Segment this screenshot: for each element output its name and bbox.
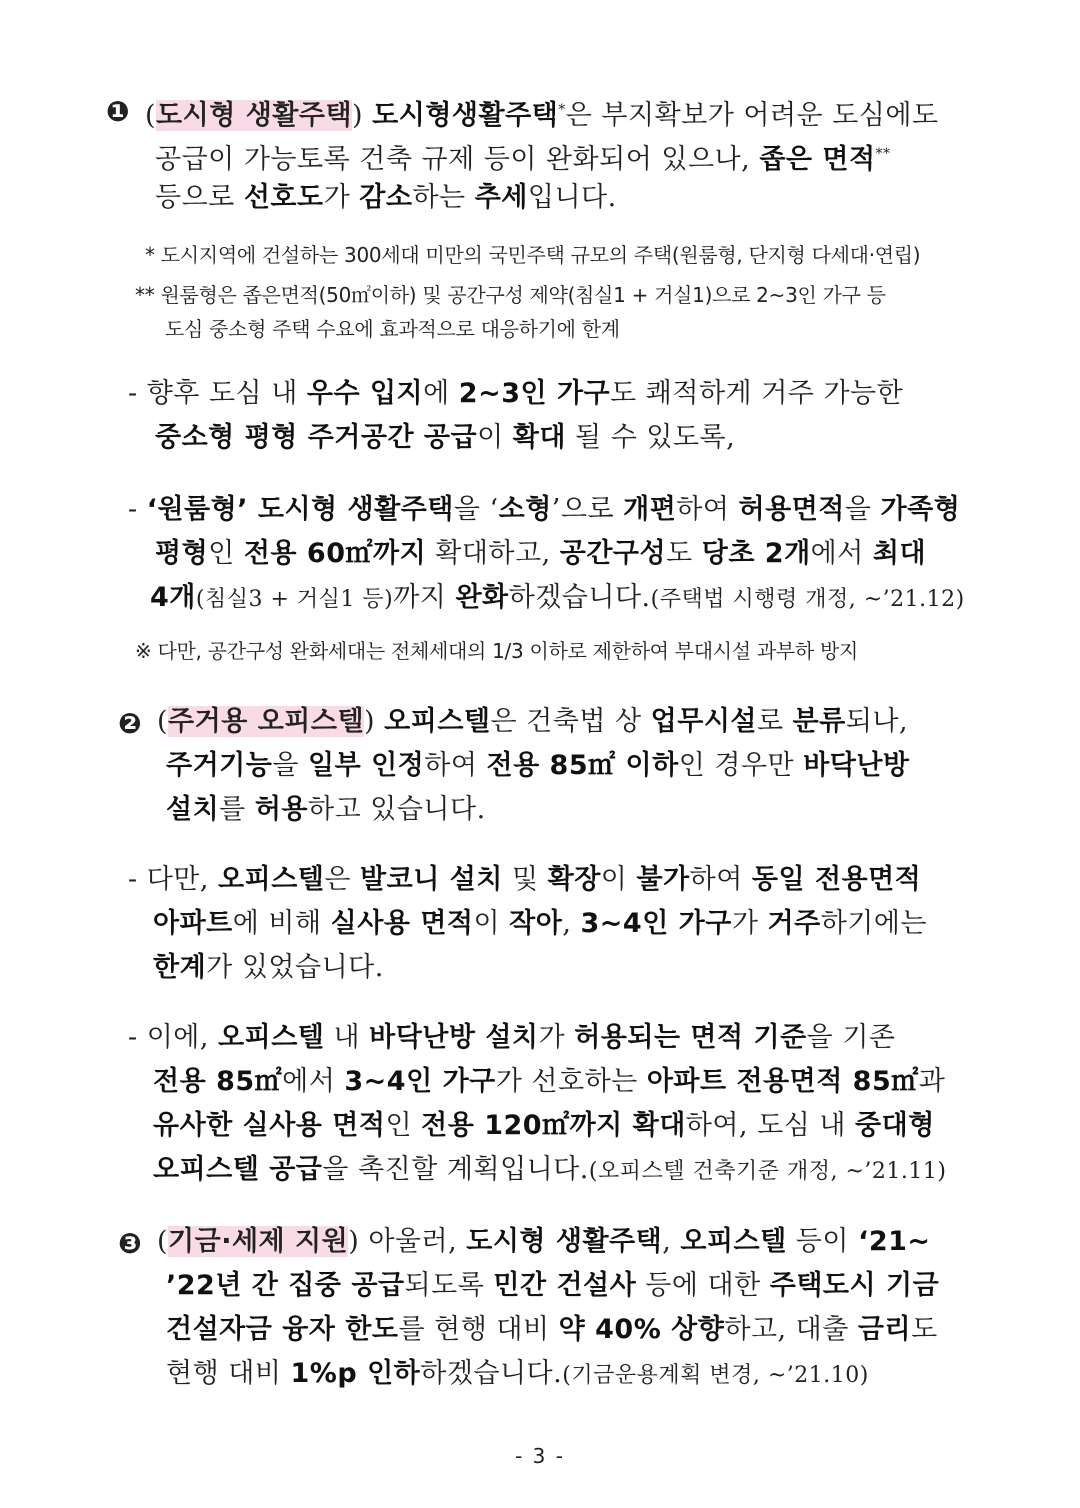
emphasis-text: 주거기능 bbox=[166, 750, 273, 781]
body-text: 공급이 가능토록 건축 규제 등이 완화되어 있으나, bbox=[155, 144, 760, 175]
body-text: - 향후 도심 내 bbox=[128, 378, 307, 409]
emphasis-text: 감소 bbox=[359, 182, 413, 213]
emphasis-text: 최대 bbox=[872, 538, 927, 569]
emphasis-text: 불가 bbox=[636, 864, 690, 895]
bullet-line bbox=[128, 1020, 896, 1056]
body-text: * bbox=[558, 102, 566, 118]
emphasis-text: 건설자금 융자 한도 bbox=[166, 1314, 399, 1345]
body-text: 하고, 대출 bbox=[724, 1314, 858, 1345]
bullet-line bbox=[150, 580, 965, 618]
emphasis-text: 전용 120㎡까지 확대 bbox=[421, 1110, 686, 1141]
emphasis-text: 주택도시 기금 bbox=[769, 1270, 940, 1301]
body-text: - bbox=[128, 494, 147, 525]
bullet-line bbox=[153, 1108, 935, 1144]
body-text: 입니다. bbox=[527, 182, 617, 213]
emphasis-text: 1%p 인하 bbox=[290, 1358, 421, 1389]
body-text: 등으로 bbox=[155, 182, 244, 213]
bullet-line bbox=[153, 1064, 945, 1100]
emphasis-text: 유사한 실사용 면적 bbox=[153, 1110, 386, 1141]
body-text: 인 bbox=[208, 538, 244, 569]
body-text: ’으로 bbox=[551, 494, 624, 525]
body-text: 하여 bbox=[424, 750, 487, 781]
section1-line bbox=[155, 180, 617, 216]
body-text: ) 아울러, bbox=[348, 1226, 467, 1257]
emphasis-text: 바닥난방 bbox=[803, 750, 910, 781]
body-text: 을 ‘ bbox=[453, 494, 499, 525]
emphasis-text: 실사용 면적 bbox=[330, 908, 474, 939]
emphasis-text: 확장 bbox=[547, 864, 601, 895]
body-text: 하기에는 bbox=[820, 908, 928, 939]
section1-line bbox=[155, 136, 891, 178]
emphasis-text: 오피스텔 bbox=[218, 864, 325, 895]
body-text: ** bbox=[875, 146, 891, 162]
bullet-line bbox=[153, 1152, 946, 1190]
emphasis-text: 오피스텔 bbox=[218, 1022, 325, 1053]
body-text: 등에 대한 bbox=[636, 1270, 770, 1301]
body-text: 내 bbox=[324, 1022, 370, 1053]
body-text: 가 bbox=[538, 1022, 575, 1053]
body-text: 인 경우만 bbox=[678, 750, 804, 781]
body-text: 을 bbox=[844, 494, 881, 525]
emphasis-text: 개편 bbox=[623, 494, 677, 525]
body-text: 을 기존 bbox=[806, 1022, 896, 1053]
section2-line bbox=[157, 704, 908, 740]
body-text: ( bbox=[157, 706, 169, 737]
body-text: 에서 bbox=[282, 1066, 345, 1097]
emphasis-text: 한계 bbox=[153, 952, 207, 983]
bullet-line bbox=[155, 420, 735, 456]
emphasis-text: 발코니 설치 bbox=[360, 864, 503, 895]
body-text: 에서 bbox=[810, 538, 873, 569]
emphasis-text: 업무시설 bbox=[650, 706, 757, 737]
footnote: ** 원룸형은 좁은면적(50㎡이하) 및 공간구성 제약(침실1 + 거실1)으로 2~3인 가구 등 bbox=[135, 283, 886, 307]
body-text: 로 bbox=[756, 706, 793, 737]
bullet-line bbox=[128, 376, 903, 412]
section3-line bbox=[166, 1356, 869, 1394]
body-text: 되나, bbox=[845, 706, 909, 737]
emphasis-text: 전용 85㎡ bbox=[153, 1066, 283, 1097]
page-number: - 3 - bbox=[515, 1444, 565, 1468]
body-text: 를 현행 대비 bbox=[398, 1314, 559, 1345]
body-text: - 이에, bbox=[128, 1022, 219, 1053]
body-text: 하고 있습니다. bbox=[308, 794, 486, 825]
emphasis-text: 2~3인 가구 bbox=[458, 378, 611, 409]
body-text: 은 건축법 상 bbox=[490, 706, 651, 737]
emphasis-text: ‘21~ bbox=[858, 1226, 931, 1257]
highlighted-heading: 도시형 생활주택 bbox=[156, 100, 353, 131]
emphasis-text: 작아 bbox=[509, 908, 563, 939]
emphasis-text: 설치 bbox=[166, 794, 220, 825]
body-text: 이 bbox=[477, 422, 513, 453]
emphasis-text: 좁은 면적 bbox=[759, 144, 876, 175]
highlighted-heading: 기금·세제 지원 bbox=[168, 1226, 349, 1257]
body-text: 에 bbox=[423, 378, 459, 409]
emphasis-text: 추세 bbox=[474, 182, 528, 213]
section2-marker: ❷ bbox=[118, 707, 143, 740]
body-text: 가 있었습니다. bbox=[206, 952, 384, 983]
body-text: ( bbox=[145, 100, 157, 131]
body-text: 하여, 도심 내 bbox=[685, 1110, 856, 1141]
section3-line bbox=[157, 1224, 931, 1260]
emphasis-text: 선호도 bbox=[243, 182, 324, 213]
body-text: 확대하고, bbox=[426, 538, 560, 569]
emphasis-text: 일부 인정 bbox=[308, 750, 425, 781]
citation-text: (침실3 + 거실1 등) bbox=[195, 587, 394, 612]
emphasis-text: 금리 bbox=[857, 1314, 912, 1345]
body-text: 까지 bbox=[393, 582, 456, 613]
highlighted-heading: 주거용 오피스텔 bbox=[168, 706, 365, 737]
emphasis-text: 평형 bbox=[155, 538, 209, 569]
body-text: 하여 bbox=[689, 864, 752, 895]
footnote: * 도시지역에 건설하는 300세대 미만의 국민주택 규모의 주택(원룸형, 단지형 다세대·연립) bbox=[145, 243, 921, 267]
section3-line bbox=[166, 1312, 938, 1348]
body-text: 될 수 있도록, bbox=[565, 422, 736, 453]
emphasis-text: 아파트 전용면적 85㎡ bbox=[646, 1066, 919, 1097]
bullet-line bbox=[155, 536, 926, 572]
footnote: 도심 중소형 주택 수요에 효과적으로 대응하기에 한계 bbox=[165, 317, 620, 341]
emphasis-text: 중소형 평형 주거공간 공급 bbox=[155, 422, 478, 453]
body-text: ( bbox=[157, 1226, 169, 1257]
body-text: 을 bbox=[272, 750, 308, 781]
body-text: 를 bbox=[219, 794, 255, 825]
emphasis-text: 가족형 bbox=[880, 494, 961, 525]
emphasis-text: ‘원룸형’ 도시형 생활주택 bbox=[146, 494, 454, 525]
emphasis-text: 당초 2개 bbox=[701, 538, 811, 569]
emphasis-text: 공간구성 bbox=[559, 538, 667, 569]
emphasis-text: 4개 bbox=[150, 582, 196, 613]
emphasis-text: 바닥난방 설치 bbox=[369, 1022, 539, 1053]
body-text: 이 bbox=[600, 864, 637, 895]
bullet-line bbox=[128, 492, 960, 528]
body-text: 이 bbox=[473, 908, 510, 939]
body-text: 현행 대비 bbox=[166, 1358, 291, 1389]
emphasis-text: 오피스텔 bbox=[384, 706, 491, 737]
section1-line bbox=[145, 92, 939, 134]
body-text: 에 비해 bbox=[232, 908, 331, 939]
bullet-line bbox=[153, 906, 927, 942]
section3-marker: ❸ bbox=[118, 1227, 143, 1260]
body-text: 도 bbox=[666, 538, 702, 569]
section2-line bbox=[166, 792, 486, 828]
emphasis-text: 도시형생활주택 bbox=[372, 100, 559, 131]
emphasis-text: 분류 bbox=[792, 706, 846, 737]
emphasis-text: 민간 건설사 bbox=[493, 1270, 637, 1301]
emphasis-text: 확대 bbox=[512, 422, 566, 453]
section2-line bbox=[166, 748, 910, 784]
emphasis-text: 오피스텔 공급 bbox=[153, 1154, 323, 1185]
body-text: , bbox=[662, 1226, 681, 1257]
emphasis-text: ’22년 간 집중 공급 bbox=[166, 1270, 405, 1301]
emphasis-text: 허용면적 bbox=[738, 494, 845, 525]
body-text: 과 bbox=[918, 1066, 946, 1097]
body-text: 하여 bbox=[676, 494, 739, 525]
emphasis-text: 완화 bbox=[455, 582, 509, 613]
section1-marker: ❶ bbox=[106, 95, 131, 128]
emphasis-text: 오피스텔 bbox=[680, 1226, 787, 1257]
reference-note: ※ 다만, 공간구성 완화세대는 전체세대의 1/3 이하로 제한하여 부대시설 과부하 방지 bbox=[135, 639, 859, 663]
section3-line bbox=[166, 1268, 939, 1304]
bullet-line bbox=[153, 950, 384, 986]
body-text: 가 bbox=[731, 908, 768, 939]
body-text: 등이 bbox=[786, 1226, 859, 1257]
emphasis-text: 3~4인 가구 bbox=[344, 1066, 496, 1097]
body-text: 하겠습니다. bbox=[508, 582, 651, 613]
emphasis-text: 약 40% 상향 bbox=[558, 1314, 725, 1345]
body-text: 가 bbox=[323, 182, 360, 213]
emphasis-text: 허용되는 면적 기준 bbox=[574, 1022, 807, 1053]
body-text: ) bbox=[352, 100, 373, 131]
emphasis-text: 우수 입지 bbox=[306, 378, 424, 409]
emphasis-text: 전용 85㎡ 이하 bbox=[486, 750, 679, 781]
body-text: 인 bbox=[385, 1110, 422, 1141]
body-text: 은 부지확보가 어려운 도심에도 bbox=[565, 100, 939, 131]
body-text: 및 bbox=[502, 864, 548, 895]
emphasis-text: 중대형 bbox=[855, 1110, 935, 1141]
emphasis-text: 소형 bbox=[498, 494, 552, 525]
body-text: - 다만, bbox=[128, 864, 219, 895]
body-text: 하는 bbox=[412, 182, 475, 213]
body-text: ) bbox=[364, 706, 385, 737]
citation-text: (주택법 시행령 개정, ~’21.12) bbox=[650, 587, 965, 612]
emphasis-text: 아파트 bbox=[153, 908, 233, 939]
emphasis-text: 동일 전용면적 bbox=[751, 864, 922, 895]
body-text: , bbox=[562, 908, 581, 939]
body-text: 가 선호하는 bbox=[495, 1066, 647, 1097]
emphasis-text: 전용 60㎡까지 bbox=[243, 538, 427, 569]
body-text: 하겠습니다. bbox=[420, 1358, 563, 1389]
body-text: 은 bbox=[324, 864, 361, 895]
emphasis-text: 3~4인 가구 bbox=[580, 908, 732, 939]
citation-text: (오피스텔 건축기준 개정, ~’21.11) bbox=[588, 1159, 947, 1184]
body-text: 되도록 bbox=[404, 1270, 494, 1301]
emphasis-text: 도시형 생활주택 bbox=[466, 1226, 663, 1257]
body-text: 을 촉진할 계획입니다. bbox=[322, 1154, 589, 1185]
emphasis-text: 허용 bbox=[254, 794, 309, 825]
citation-text: (기금운용계획 변경, ~’21.10) bbox=[562, 1363, 869, 1388]
body-text: 도 쾌적하게 거주 가능한 bbox=[610, 378, 904, 409]
emphasis-text: 거주 bbox=[767, 908, 821, 939]
body-text: 도 bbox=[911, 1314, 938, 1345]
bullet-line bbox=[128, 862, 921, 898]
